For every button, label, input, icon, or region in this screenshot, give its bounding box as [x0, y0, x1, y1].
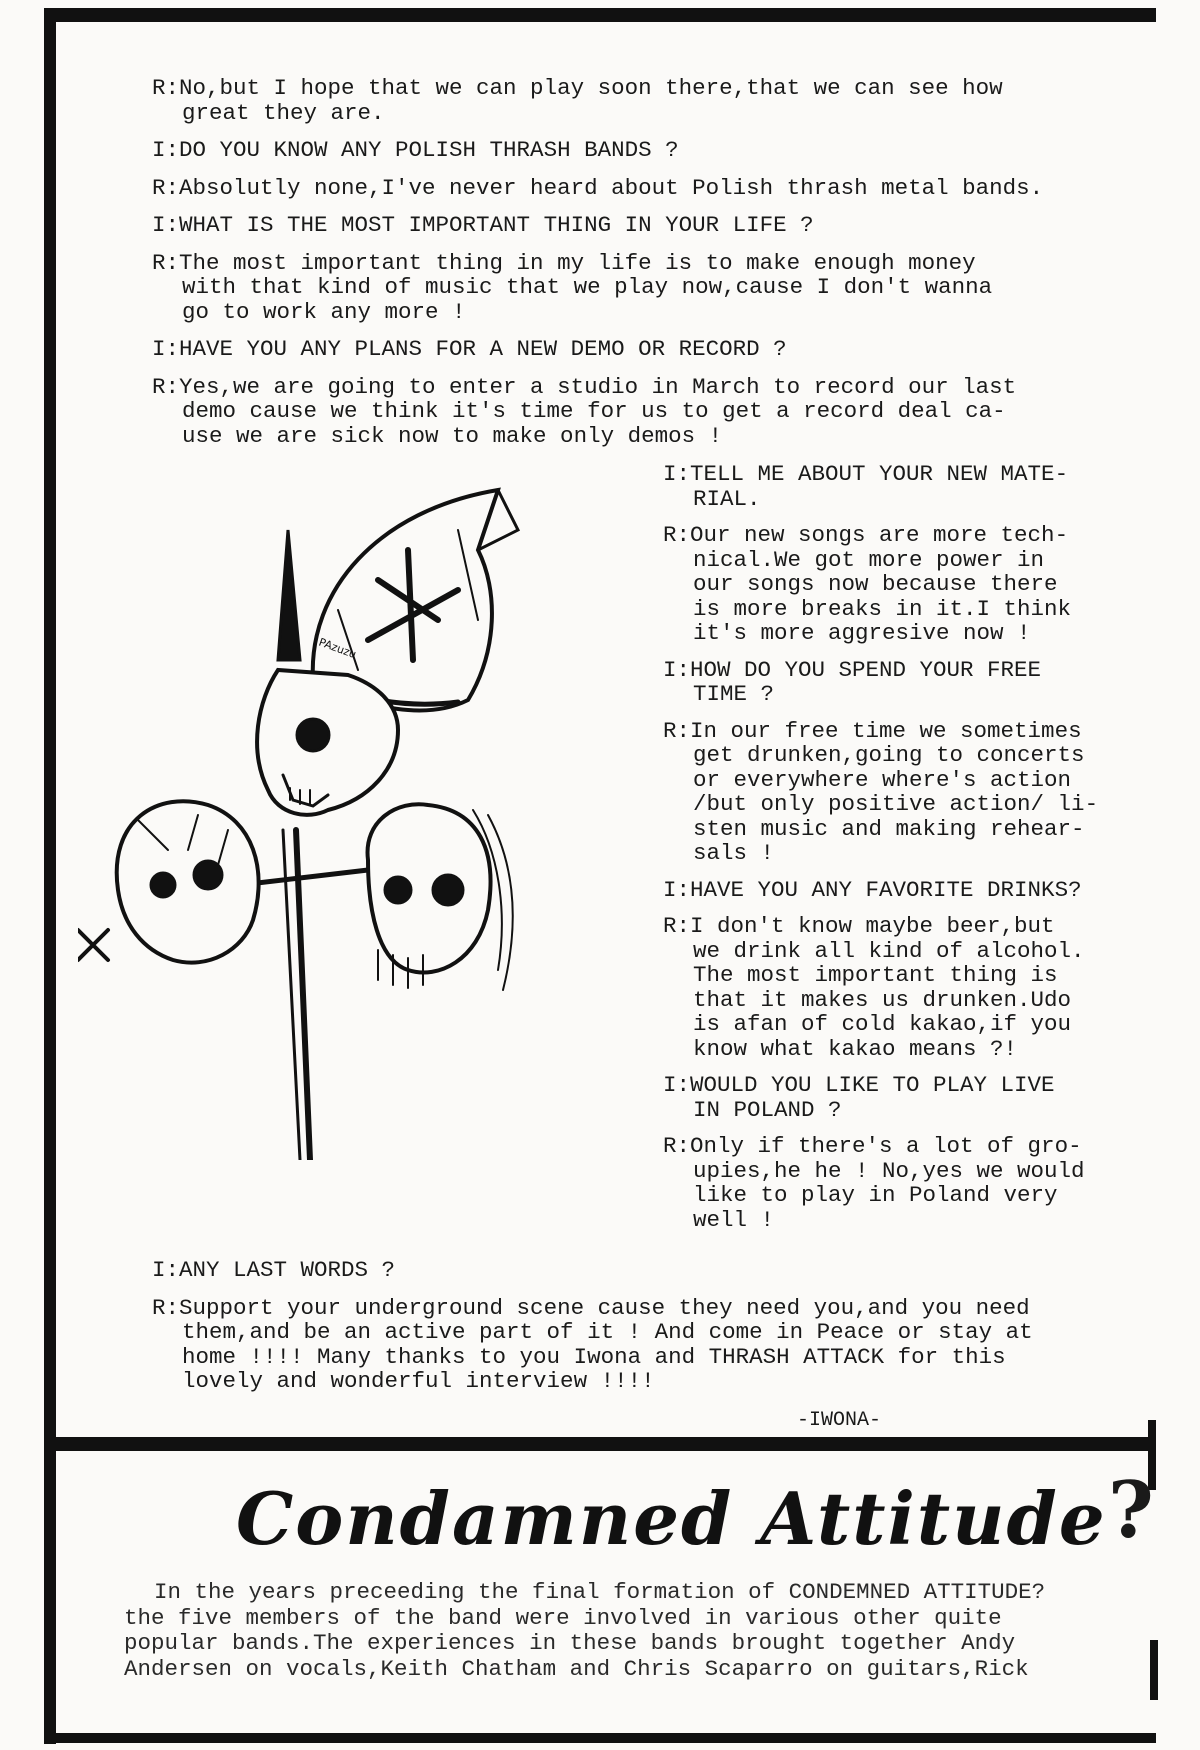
qa-line: great they are.: [182, 99, 385, 126]
qa-line: /but only positive action/ li-: [693, 791, 1099, 817]
answer: [152, 375, 1016, 449]
answer: [152, 251, 992, 325]
skull-illustration: [78, 470, 598, 1160]
article-line: In the years preceeding the final formation of CONDEMNED ATTITUDE?: [154, 1579, 1046, 1605]
article-body: [124, 1580, 1134, 1682]
qa-line: it's more aggresive now !: [693, 620, 1031, 646]
qa-line: like to play in Poland very: [693, 1182, 1058, 1208]
qa-line: TIME ?: [693, 681, 775, 707]
spear-tip-icon: [278, 530, 300, 660]
qa-line: use we are sick now to make only demos !: [182, 422, 723, 449]
qa-line: I:TELL ME ABOUT YOUR NEW MATE-: [663, 461, 1069, 487]
qa-line: know what kakao means ?!: [693, 1035, 1018, 1062]
question: [152, 213, 814, 238]
qa-line: R:Our new songs are more tech-: [663, 522, 1069, 548]
qa-line: R:Support your underground scene cause they need you,and you need: [152, 1294, 1030, 1321]
article-line: popular bands.The experiences in these bands brought together Andy: [124, 1630, 1016, 1656]
qa-line: R:In our free time we sometimes: [663, 717, 1082, 744]
qa-line: I:WOULD YOU LIKE TO PLAY LIVE: [663, 1072, 1055, 1098]
qa-line: is afan of cold kakao,if you: [693, 1011, 1072, 1037]
answer: [152, 76, 1003, 125]
article-line: the five members of the band were involved in various other quite: [124, 1604, 1002, 1631]
qa-line: go to work any more !: [182, 298, 466, 325]
qa-line: or everywhere where's action: [693, 766, 1072, 793]
qa-line: well !: [693, 1206, 775, 1233]
qa-line: demo cause we think it's time for us to get a record deal ca-: [182, 398, 1006, 424]
question: [663, 462, 1068, 511]
qa-line: them,and be an active part of it ! And come in Peace or stay at: [182, 1319, 1033, 1345]
qa-line: IN POLAND ?: [693, 1096, 842, 1123]
qa-line: The most important thing is: [693, 962, 1058, 988]
answer: [663, 523, 1071, 646]
qa-line: I:HAVE YOU ANY PLANS FOR A NEW DEMO OR RECORD ?: [152, 336, 787, 362]
answer: [152, 176, 1043, 201]
qa-line: I:HOW DO YOU SPEND YOUR FREE: [663, 656, 1042, 683]
qa-line: RIAL.: [693, 485, 761, 512]
answer: [663, 1134, 1085, 1232]
section-title-mark: ?: [1108, 1465, 1154, 1556]
qa-line: home !!!! Many thanks to you Iwona and THRASH ATTACK for this: [182, 1343, 1006, 1370]
qa-line: I:HAVE YOU ANY FAVORITE DRINKS?: [663, 876, 1082, 903]
question: [152, 337, 787, 362]
qa-line: R:The most important thing in my life is to make enough money: [152, 249, 976, 276]
qa-line: nical.We got more power in: [693, 546, 1045, 573]
qa-line: sals !: [693, 840, 775, 866]
qa-line: R:Only if there's a lot of gro-: [663, 1133, 1082, 1159]
interviewer-signature: -IWONA-: [797, 1409, 882, 1432]
section-divider: [44, 1437, 1156, 1451]
qa-line: we drink all kind of alcohol.: [693, 937, 1085, 964]
answer: [152, 1296, 1033, 1394]
qa-line: is more breaks in it.I think: [693, 595, 1072, 622]
question: [663, 1073, 1055, 1122]
qa-line: R:No,but I hope that we can play soon there,that we can see how: [152, 75, 1003, 101]
question: [663, 658, 1041, 707]
qa-line: sten music and making rehear-: [693, 815, 1085, 842]
qa-line: R:I don't know maybe beer,but: [663, 913, 1055, 939]
qa-line: upies,he he ! No,yes we would: [693, 1157, 1085, 1184]
qa-line: with that kind of music that we play now,cause I don't wanna: [182, 274, 993, 300]
qa-line: I:ANY LAST WORDS ?: [152, 1257, 396, 1283]
mitre-inscription: PAzuzu: [316, 635, 359, 662]
qa-line: R:Absolutly none,I've never heard about Polish thrash metal bands.: [152, 174, 1044, 201]
page-border-left: [44, 8, 56, 1744]
edge-mark: [1150, 1640, 1158, 1700]
qa-line: that it makes us drunken.Udo: [693, 986, 1072, 1013]
qa-line: I:WHAT IS THE MOST IMPORTANT THING IN YOUR LIFE ?: [152, 212, 814, 238]
page-border-bottom: [44, 1733, 1156, 1743]
question: [663, 878, 1082, 903]
section-title: Condamned Attitude: [236, 1476, 1107, 1561]
article-line: Andersen on vocals,Keith Chatham and Chris Scaparro on guitars,Rick: [124, 1655, 1029, 1682]
qa-line: R:Yes,we are going to enter a studio in March to record our last: [152, 373, 1017, 400]
answer: [663, 719, 1098, 866]
qa-line: our songs now because there: [693, 571, 1058, 597]
answer: [663, 914, 1085, 1061]
qa-line: get drunken,going to concerts: [693, 742, 1085, 768]
qa-line: I:DO YOU KNOW ANY POLISH THRASH BANDS ?: [152, 137, 679, 163]
qa-line: lovely and wonderful interview !!!!: [182, 1368, 655, 1394]
page-border-top: [44, 8, 1156, 22]
question: [152, 138, 679, 163]
question: [152, 1258, 395, 1283]
